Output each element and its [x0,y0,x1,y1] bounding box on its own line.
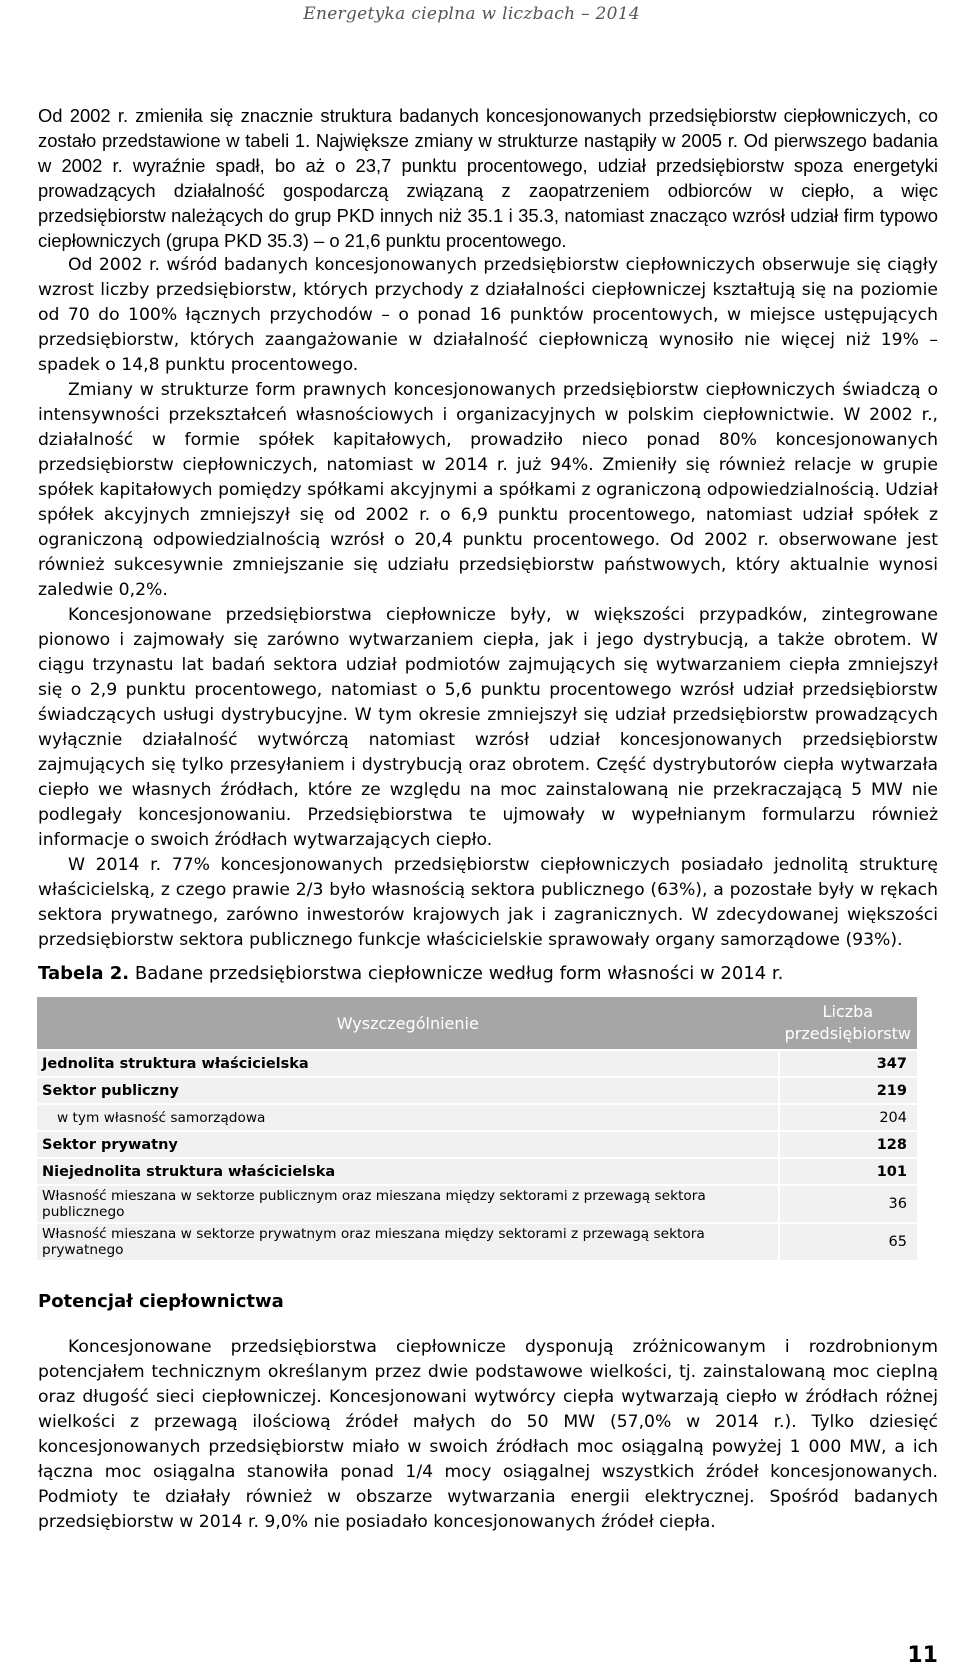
table-row [37,1185,917,1223]
row-label: Własność mieszana w sektorze publicznym oraz mieszana między sektorami z przewagą sektora publicznego [37,1185,779,1223]
column-header-description: Wyszczególnienie [37,997,779,1050]
row-label: Własność mieszana w sektorze prywatnym oraz mieszana między sektorami z przewagą sektora prywatnego [37,1223,779,1261]
row-value: 128 [779,1131,917,1158]
row-value: 101 [779,1158,917,1185]
section-heading: Potencjał ciepłownictwa [38,1291,284,1312]
running-header: Energetyka cieplna w liczbach – 2014 [303,4,640,24]
table-caption [38,963,783,984]
paragraph: Od 2002 r. wśród badanych koncesjonowanych przedsiębiorstw ciepłowniczych obserwuje się ciągły wzrost liczby przedsiębiorstw, których przychody z działalności ciepłowniczej kształtują się na poziomie od 70 do 100% łącznych przychodów – o ponad 16 punktów procentowych, w miejsce ustępujących przedsiębiorstw, których zaangażowanie w działalność ciepłowniczą wynosiło nie więcej niż 19% – spadek o 14,8 punktu procentowego. [38,255,938,375]
table-row [37,1077,917,1104]
table-row [37,1104,917,1131]
row-label: Sektor publiczny [37,1077,779,1104]
row-value: 36 [779,1185,917,1223]
table-row [37,1131,917,1158]
page-number: 11 [907,1643,938,1668]
row-value: 204 [779,1104,917,1131]
paragraph: Zmiany w strukturze form prawnych koncesjonowanych przedsiębiorstw ciepłowniczych świadczą o intensywności przekształceń własnościowych i organizacyjnych w polskim ciepłownictwie. W 2002 r., działalność w formie spółek kapitałowych, prowadziło nieco ponad 80% koncesjonowanych przedsiębiorstw ciepłowniczych, natomiast w 2014 r. już 94%. Zmieniły się również relacje w grupie spółek kapitałowych pomiędzy spółkami akcyjnymi a spółkami z ograniczoną odpowiedzialnością. Udział spółek akcyjnych zmniejszył się od 2002 r. o 6,9 punktu procentowego, natomiast udział spółek z ograniczoną odpowiedzialnością wzrósł o 20,4 punktu procentowego. Od 2002 r. obserwowane jest również sukcesywnie zmniejszanie się udziału przedsiębiorstw państwowych, który aktualnie wynosi zaledwie 0,2%. [38,380,938,600]
column-header-count: Liczba przedsiębiorstw [779,997,917,1050]
row-label: Jednolita struktura właścicielska [37,1050,779,1077]
ownership-table [37,997,917,1262]
paragraph: W 2014 r. 77% koncesjonowanych przedsiębiorstw ciepłowniczych posiadało jednolitą strukturę właścicielską, z czego prawie 2/3 było własnością sektora publicznego (63%), a pozostałe były w rękach sektora prywatnego, zarówno inwestorów krajowych jak i zagranicznych. W zdecydowanej większości przedsiębiorstw sektora publicznego funkcje właścicielskie sprawowały organy samorządowe (93%). [38,855,938,950]
row-value: 347 [779,1050,917,1077]
table-caption-label: Tabela 2. [38,963,130,984]
table-row [37,1223,917,1261]
table-row [37,1158,917,1185]
row-value: 65 [779,1223,917,1261]
section2-text [38,1335,938,1535]
paragraph: Od 2002 r. zmieniła się znacznie struktura badanych koncesjonowanych przedsiębiorstw ciepłowniczych, co zostało przedstawione w tabeli 1. Największe zmiany w strukturze nastąpiły w 2005 r. Od pierwszego badania w 2002 r. wyraźnie spadł, bo aż o 23,7 punktu procentowego, udział przedsiębiorstw spoza energetyki prowadzących działalność gospodarczą związaną z zaopatrzeniem odbiorców w ciepło, a więc przedsiębiorstw należących do grup PKD innych niż 35.1 i 35.3, natomiast znacząco wzrósł udział firm typowo ciepłowniczych (grupa PKD 35.3) – o 21,6 punktu procentowego. [38,105,938,251]
table-caption-text: Badane przedsiębiorstwa ciepłownicze według form własności w 2014 r. [129,963,784,984]
section1-text [38,103,938,953]
row-label: w tym własność samorządowa [37,1104,779,1131]
row-value: 219 [779,1077,917,1104]
paragraph: Koncesjonowane przedsiębiorstwa ciepłownicze dysponują zróżnicowanym i rozdrobnionym potencjałem technicznym określanym przez dwie podstawowe wielkości, tj. zainstalowaną moc cieplną oraz długość sieci ciepłowniczej. Koncesjonowani wytwórcy ciepła wytwarzają ciepło w źródłach różnej wielkości z przewagą ilościową źródeł małych do 50 MW (57,0% w 2014 r.). Tylko dziesięć koncesjonowanych przedsiębiorstw miało w swoich źródłach moc osiągalną powyżej 1 000 MW, a ich łączna moc osiągalna stanowiła ponad 1/4 mocy osiągalnej wszystkich źródeł koncesjonowanych. Podmioty te działały również w obszarze wytwarzania energii elektrycznej. Spośród badanych przedsiębiorstw w 2014 r. 9,0% nie posiadało koncesjonowanych źródeł ciepła. [38,1337,938,1532]
row-label: Niejednolita struktura właścicielska [37,1158,779,1185]
row-label: Sektor prywatny [37,1131,779,1158]
table-row [37,1050,917,1077]
paragraph: Koncesjonowane przedsiębiorstwa ciepłownicze były, w większości przypadków, zintegrowane pionowo i zajmowały się zarówno wytwarzaniem ciepła, jak i jego dystrybucją, a także obrotem. W ciągu trzynastu lat badań sektora udział podmiotów zajmujących się wytwarzaniem ciepła zmniejszył się o 2,9 punktu procentowego, natomiast o 5,6 punktu procentowego wzrósł udział przedsiębiorstw świadczących usługi dystrybucyjne. W tym okresie zmniejszył się udział przedsiębiorstw prowadzących wyłącznie działalność wytwórczą natomiast wzrósł udział koncesjonowanych przedsiębiorstw zajmujących się tylko przesyłaniem i dystrybucją oraz obrotem. Część dystrybutorów ciepła wytwarzała ciepło we własnych źródłach, które ze względu na moc zainstalowaną nie przekraczającą 5 MW nie podlegały koncesjonowaniu. Przedsiębiorstwa te ujmowały w wypełnianym formularzu również informacje o swoich źródłach wytwarzających ciepło. [38,605,938,850]
table-header-row [37,997,917,1050]
